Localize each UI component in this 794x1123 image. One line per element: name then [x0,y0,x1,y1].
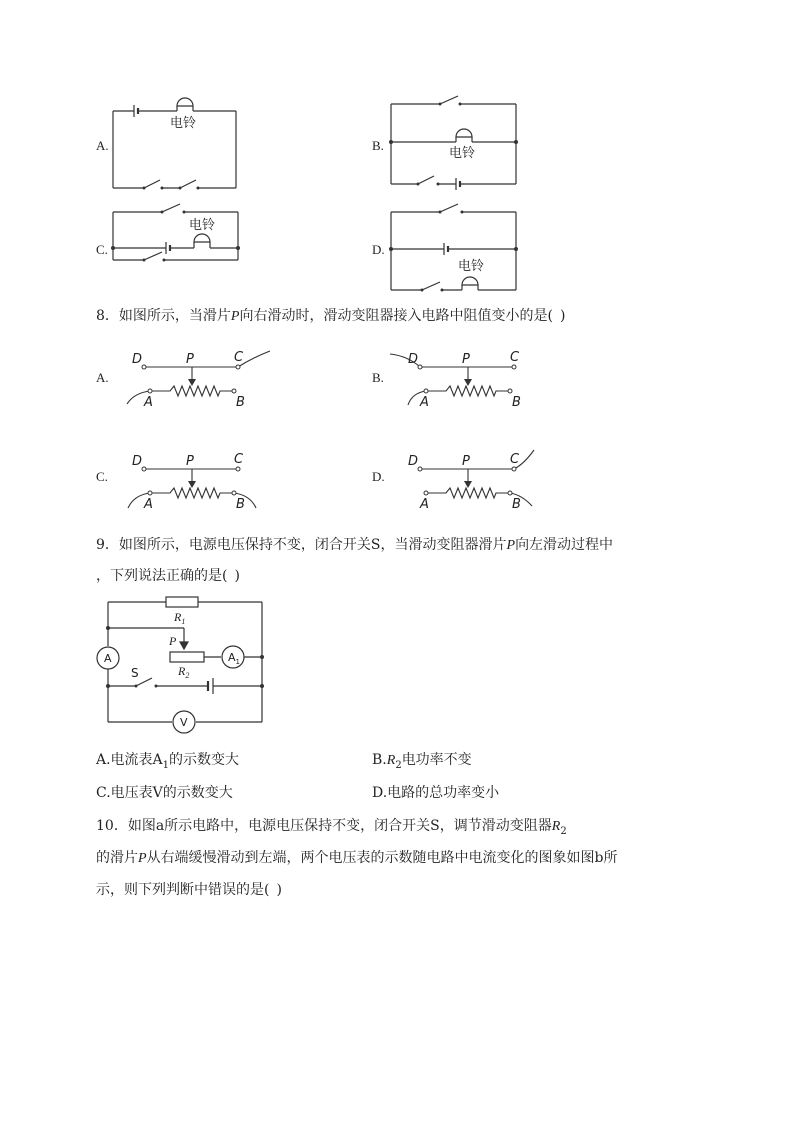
svg-text:V: V [180,716,188,729]
q7-circuit-d [388,202,538,292]
terminal-d-label: D [132,352,143,367]
q8-rheostat-d [398,450,558,510]
q10-stem-line1: 10．如图a所示电路中，电源电压保持不变，闭合开关S，调节滑动变阻器$R_2$ [96,818,567,837]
terminal-a-label: A [420,395,429,410]
q7-option-b-label: B. [372,138,384,153]
bell-label: 电铃 [189,218,216,233]
slider-p-label: P [462,352,470,367]
q9-option-a: A.电流表$A_1$的示数变大 [96,752,240,771]
q8-option-d-label: D. [372,469,385,484]
q9-option-d: D.电路的总功率变小 [372,785,500,801]
slider-p-label: P [186,454,194,469]
terminal-d-label: D [408,454,419,469]
svg-text:S: S [131,666,139,680]
svg-text:A1: $A_1$ [228,651,240,666]
terminal-a-label: A [144,395,153,410]
q8-option-c-label: C. [96,469,108,484]
terminal-c-label: C [234,452,244,467]
q9-option-c: C.电压表V的示数变大 [96,785,233,801]
q9-circuit [94,592,269,727]
bell-label: 电铃 [449,146,476,161]
terminal-b-label: B [236,497,245,512]
q9-stem-line1: 9．如图所示，电源电压保持不变，闭合开关S，当滑动变阻器滑片P向左滑动过程中 [96,537,614,553]
terminal-b-label: B [512,497,521,512]
q7-option-a-label: A. [96,138,109,153]
terminal-c-label: C [510,452,520,467]
q8-rheostat-a [122,348,282,408]
q8-option-a-label: A. [96,370,109,385]
terminal-c-label: C [510,350,520,365]
q10-stem-line3: 示，则下列判断中错误的是( ) [96,882,282,898]
q10-stem-line2: 的滑片P从右端缓慢滑动到左端，两个电压表的示数随电路中电流变化的图象如图b所 [96,850,618,866]
terminal-a-label: A [420,497,429,512]
terminal-b-label: B [236,395,245,410]
terminal-a-label: A [144,497,153,512]
svg-text:P: P [169,634,177,648]
q7-circuit-a [110,96,260,196]
terminal-b-label: B [512,395,521,410]
q7-circuit-b [388,96,538,196]
q7-option-c-label: C. [96,242,108,257]
bell-label: 电铃 [458,259,485,274]
q8-rheostat-c [122,450,282,510]
terminal-c-label: C [234,350,244,365]
q8-stem: 8．如图所示，当滑片P向右滑动时，滑动变阻器接入电路中阻值变小的是( ) [96,308,566,324]
slider-p-label: P [186,352,194,367]
q9-stem-line2: ，下列说法正确的是( ) [96,568,240,584]
svg-text:R2: $R_2$ [178,664,190,680]
q7-circuit-c [110,202,260,282]
terminal-d-label: D [408,352,419,367]
q9-option-b: $B.R_2$电功率不变 [372,752,472,771]
terminal-d-label: D [132,454,143,469]
q8-rheostat-b [398,348,558,408]
svg-text:R1: $R_1$ [174,610,186,626]
slider-p-label: P [462,454,470,469]
q7-option-d-label: D. [372,242,385,257]
bell-label: 电铃 [170,116,197,131]
svg-text:A: A [104,652,112,665]
q8-option-b-label: B. [372,370,384,385]
